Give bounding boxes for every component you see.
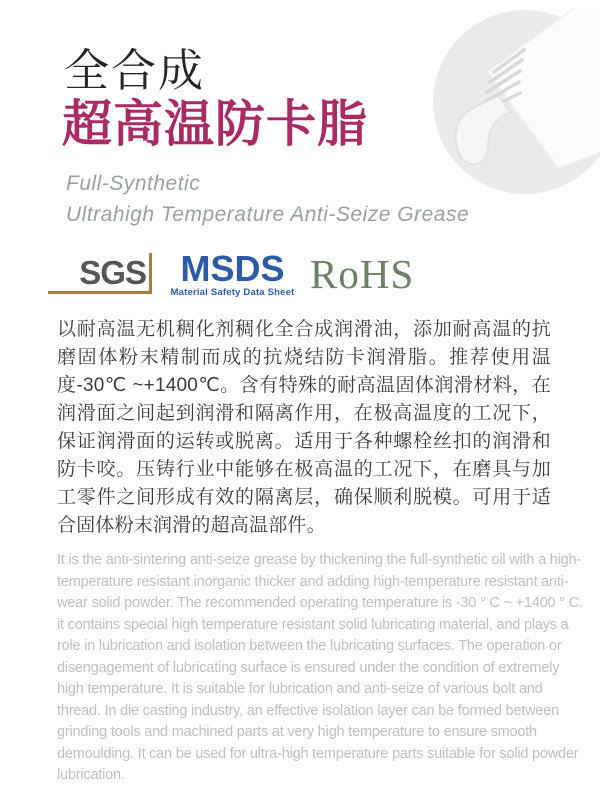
rohs-logo: RoHS bbox=[310, 251, 415, 297]
page-title-cn-line2: 超高温防卡脂 bbox=[62, 96, 368, 152]
sgs-logo-text: SGS bbox=[79, 254, 146, 291]
page-title-cn-line1: 全合成 bbox=[64, 45, 206, 96]
subtitle-line2: Ultrahigh Temperature Anti-Seize Grease bbox=[66, 203, 470, 226]
sgs-logo bbox=[48, 253, 152, 294]
msds-logo-subtext: Material Safety Data Sheet bbox=[170, 287, 295, 298]
msds-logo bbox=[170, 250, 295, 298]
subtitle-line1: Full-Synthetic bbox=[66, 172, 201, 195]
msds-logo-text: MSDS bbox=[180, 248, 285, 289]
description-paragraph-cn: 以耐高温无机稠化剂稠化全合成润滑油，添加耐高温的抗磨固体粉末精制而成的抗烧结防卡润滑脂。推荐使用温度-30℃ ~+1400℃。含有特殊的耐高温固体润滑材料，在润滑面之间起到润滑和隔离作用，在极高温度的工况下，保证润滑面的运转或脱离。适用于各种螺栓丝扣的润滑和防卡咬。压铸行业中能够在极高温的工况下，在磨具与加工零件之间形成有效的隔离层，确保顺利脱模。可用于适合固体粉末润滑的超高温部件。 bbox=[57, 319, 551, 536]
description-paragraph-en: It is the anti-sintering anti-seize grease by thickening the full-synthetic oil with a high-temperature resistant inorganic thicker and adding high-temperature resistant anti-wear solid powder. The recommended operating temperature is -30 ° C ~ +1400 ° C. it contains special high temperature resistant solid lubricating material, and plays a role in lubrication and isolation between the lubricating surfaces. The operation or disengagement of lubricating surface is ensured under the condition of extremely high temperature. It is suitable for lubrication and anti-seize of various bolt and thread. In die casting industry, an effective isolation layer can be formed between grinding tools and machined parts at very high temperature to ensure smooth demoulding. It can be used for ultra-high temperature parts suitable for solid powder lubrication. bbox=[57, 552, 583, 783]
page-subtitle-en bbox=[66, 168, 469, 230]
